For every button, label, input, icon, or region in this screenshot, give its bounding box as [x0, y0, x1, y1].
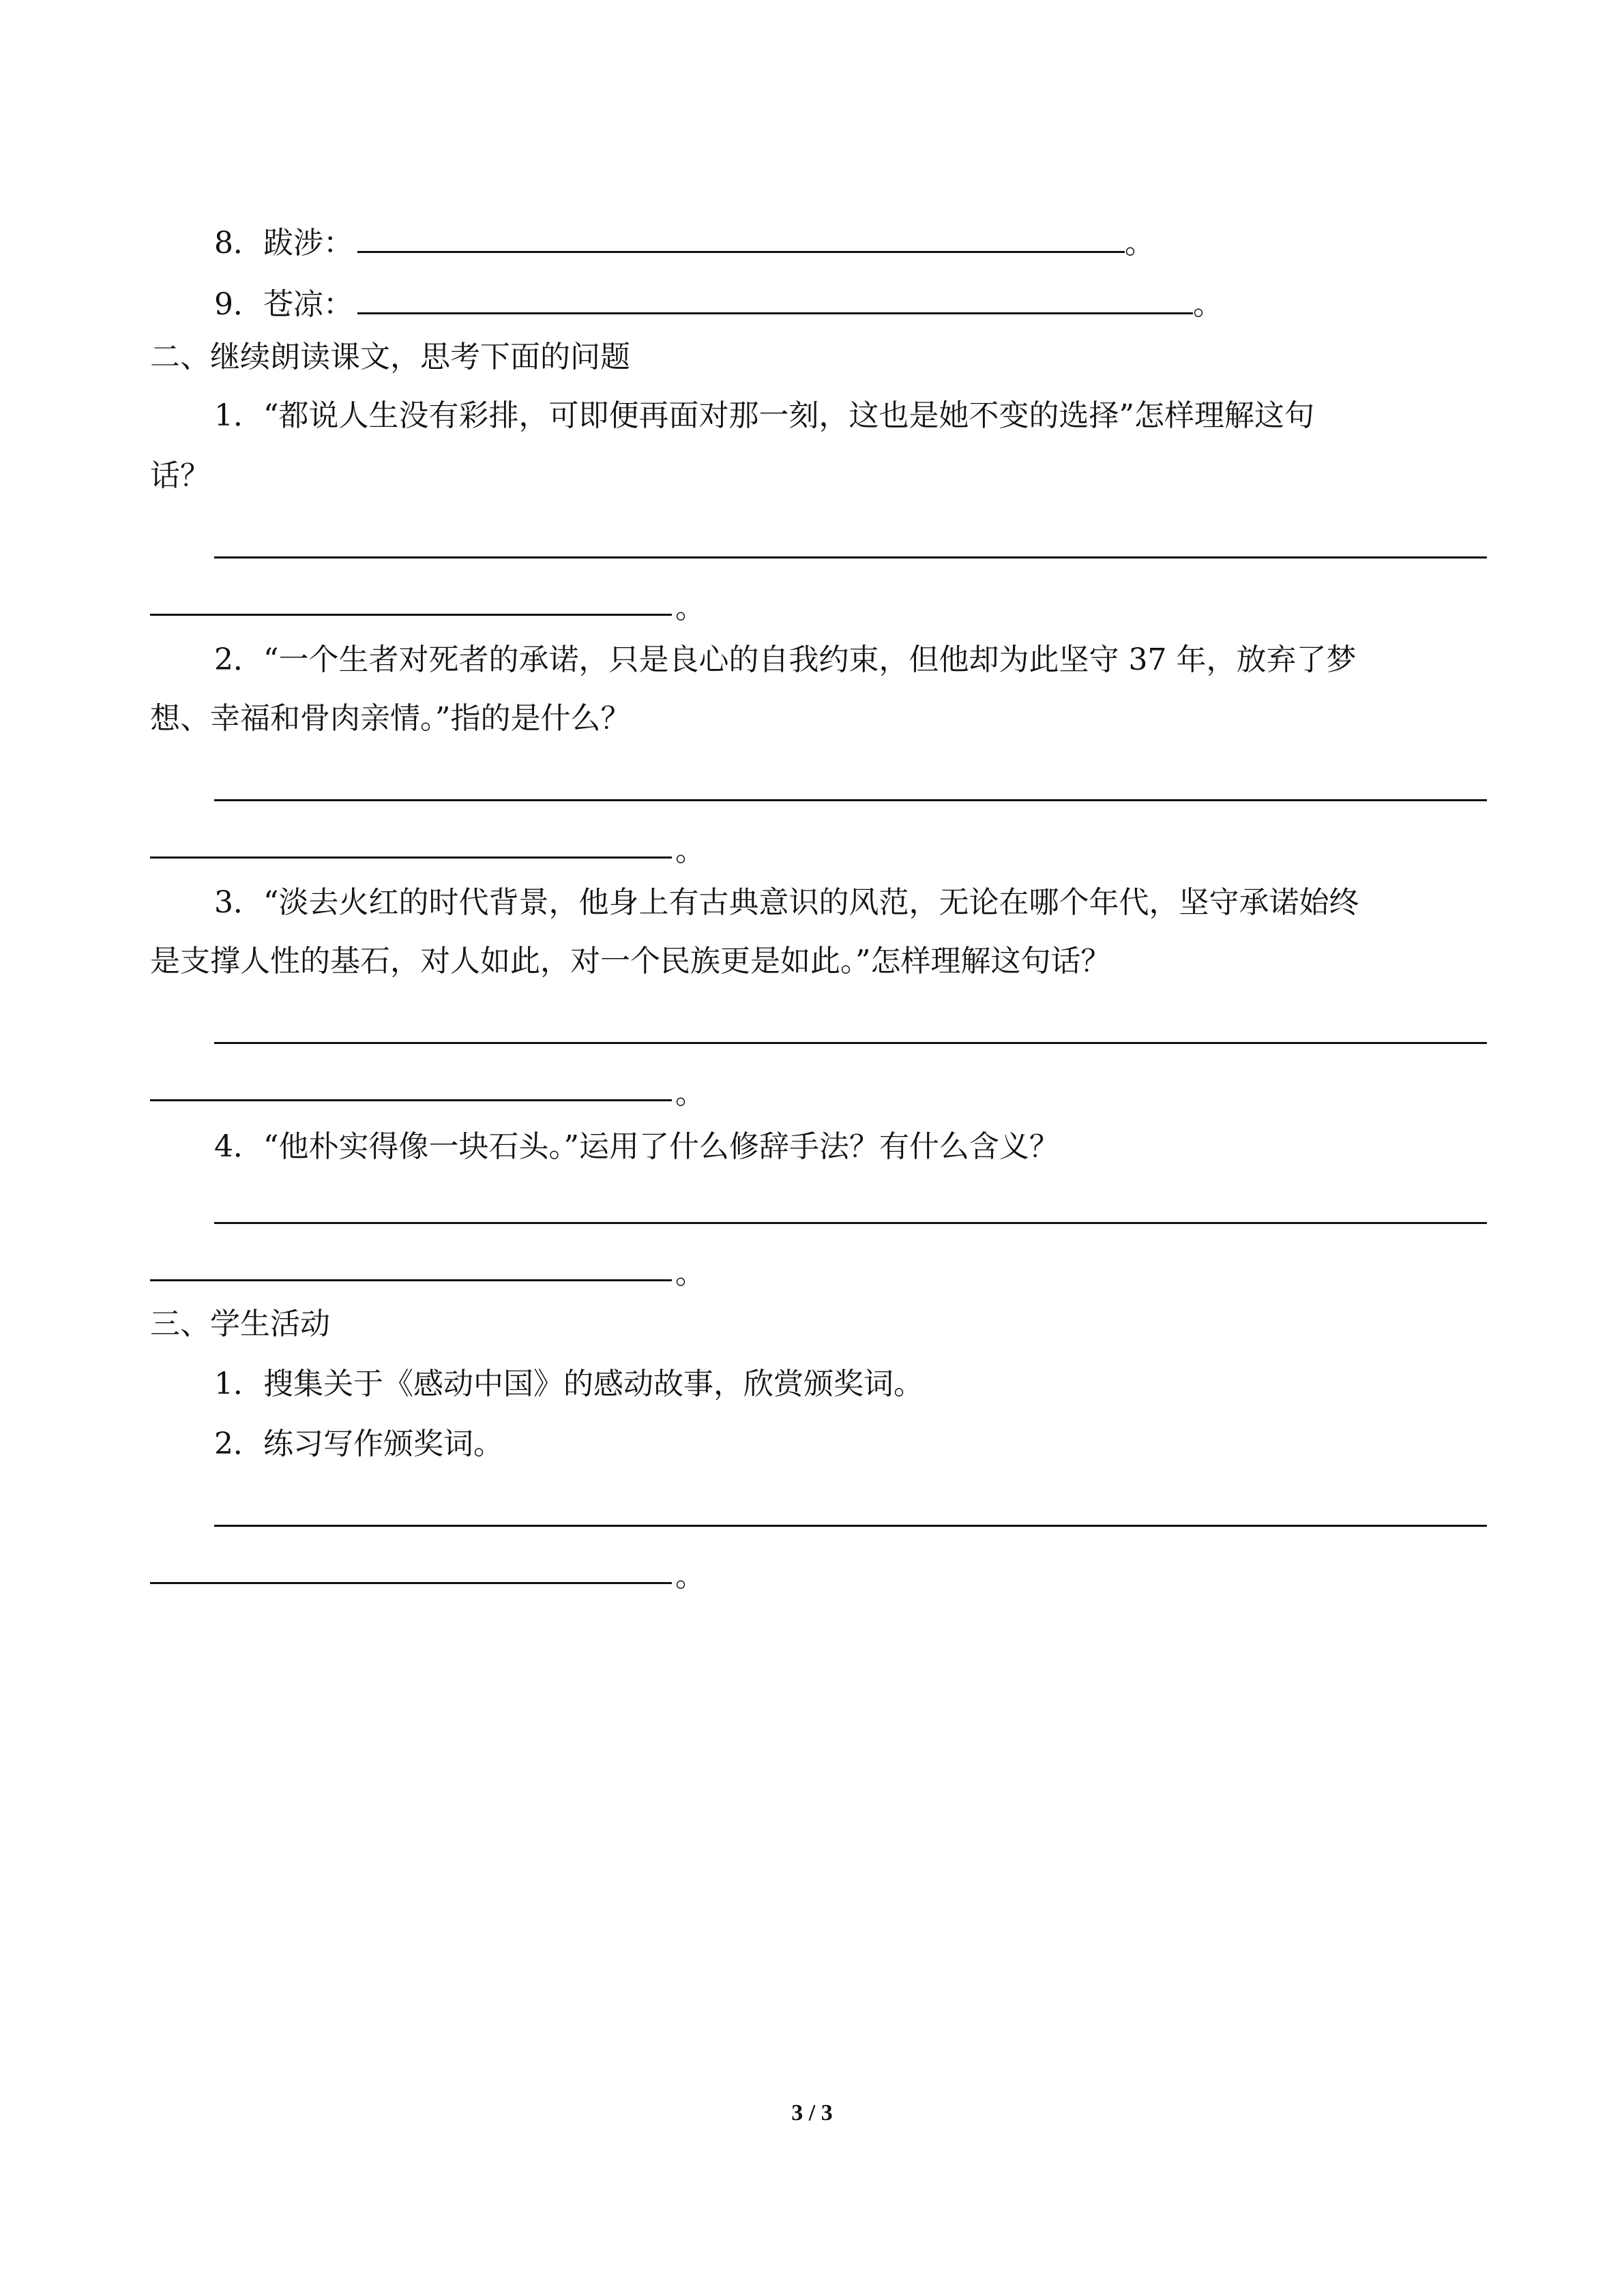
- answer-line[interactable]: [214, 556, 1487, 558]
- page-number: 3 / 3: [791, 2100, 833, 2126]
- answer-period: 。: [675, 1076, 705, 1111]
- question-2-line1: 2．“一个生者对死者的承诺，只是良心的自我约束，但他却为此坚守 37 年，放弃了梦: [214, 642, 1357, 677]
- question-4-line1: 4．“他朴实得像一块石头。”运用了什么修辞手法？有什么含义？: [214, 1129, 1059, 1164]
- question-1-line1: 1．“都说人生没有彩排，可即便再面对那一刻，这也是她不变的选择”怎样理解这句: [214, 398, 1314, 433]
- answer-line[interactable]: [150, 614, 672, 616]
- vocab-word: 苍凉：: [263, 287, 353, 322]
- question-1-line2: 话？: [150, 458, 210, 493]
- answer-line[interactable]: [214, 1042, 1487, 1044]
- question-2-line2: 想、幸福和骨肉亲情。”指的是什么？: [150, 701, 631, 736]
- answer-blank[interactable]: [357, 217, 1125, 253]
- answer-period: 。: [675, 1559, 705, 1594]
- answer-line[interactable]: [214, 799, 1487, 801]
- section-heading-3: 三、学生活动: [150, 1307, 330, 1341]
- question-3-line1: 3．“淡去火红的时代背景，他身上有古典意识的风范，无论在哪个年代，坚守承诺始终: [214, 885, 1359, 920]
- answer-period: 。: [675, 1256, 705, 1291]
- vocab-number: 8．: [214, 226, 263, 260]
- activity-item-2: 2．练习写作颁奖词。: [214, 1427, 503, 1461]
- answer-blank[interactable]: [357, 278, 1193, 314]
- section-heading-2: 二、继续朗读课文，思考下面的问题: [150, 340, 630, 374]
- vocab-period: 。: [1125, 226, 1155, 260]
- answer-period: 。: [675, 591, 705, 625]
- activity-item-1: 1．搜集关于《感动中国》的感动故事，欣赏颁奖词。: [214, 1367, 924, 1401]
- vocab-number: 9．: [214, 287, 263, 322]
- vocab-word: 跋涉：: [263, 226, 353, 260]
- vocab-item-9: [214, 278, 1223, 325]
- answer-line[interactable]: [150, 1279, 672, 1281]
- vocab-item-8: [214, 217, 1155, 264]
- answer-line[interactable]: [150, 1099, 672, 1101]
- answer-line[interactable]: [214, 1525, 1487, 1527]
- answer-line[interactable]: [214, 1222, 1487, 1224]
- answer-line[interactable]: [150, 1582, 672, 1584]
- answer-period: 。: [675, 833, 705, 868]
- answer-line[interactable]: [150, 856, 672, 859]
- question-3-line2: 是支撑人性的基石，对人如此，对一个民族更是如此。”怎样理解这句话？: [150, 944, 1111, 979]
- vocab-period: 。: [1193, 287, 1223, 322]
